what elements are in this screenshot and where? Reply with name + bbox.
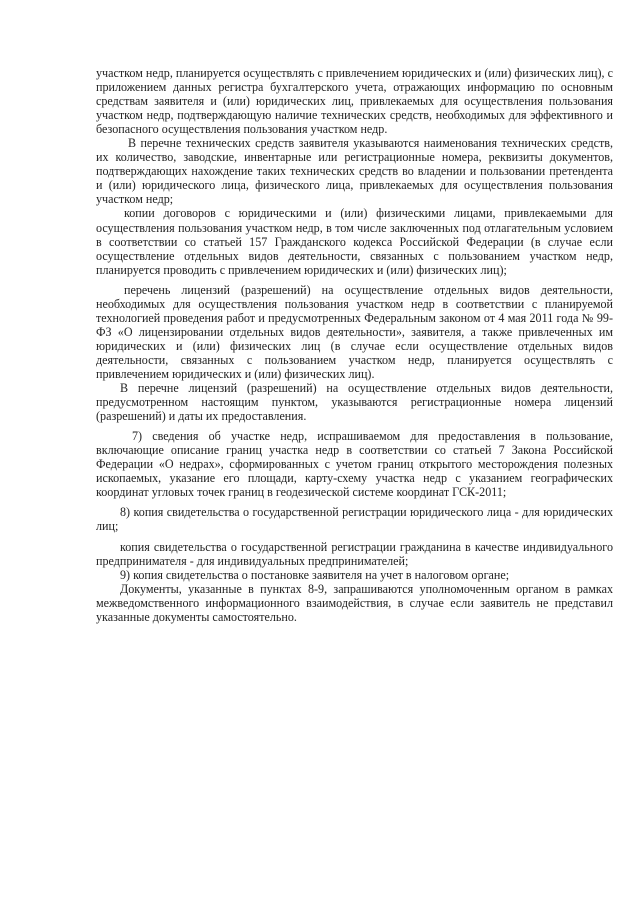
document-page [96, 66, 613, 624]
paragraph-license-list-details: В перечне лицензий (разрешений) на осуществление отдельных видов деятельности, предусмотренном настоящим пунктом, указываются регистрационные номера лицензий (разрешений) и даты их предоставления. [96, 381, 613, 424]
paragraph-license-list: перечень лицензий (разрешений) на осуществление отдельных видов деятельности, необходимых для осуществления пользования участком недр в соответствии с планируемой технологией проведения работ и предусмотренных Федеральным законом от 4 мая 2011 года № 99-ФЗ «О лицензировании отдельных видов деятельности», заявителя, а также привлеченных им юридических и (или) физических лиц (в случае если осуществление отдельных видов деятельности, связанных с пользованием участком недр, планируется осуществлять с привлечением юридических и (или) физических лиц). [96, 282, 613, 381]
paragraph-item-7-subsoil-info: 7) сведения об участке недр, испрашиваемом для предоставления в пользование, включающие описание границ участка недр в соответствии со статьей 7 Закона Российской Федерации «О недрах», сформированных с учетом границ открытого месторождения полезных ископаемых, указание его площади, карту-схему участка недр с указанием географических координат угловых точек границ в геодезической системе координат ГСК-2011; [96, 429, 613, 500]
paragraph-contract-copies: копии договоров с юридическими и (или) физическими лицами, привлекаемыми для осуществления пользования участком недр, в том числе заключенных под отлагательным условием в соответствии со статьей 157 Гражданского кодекса Российской Федерации (в случае если осуществление отдельных видов деятельности, связанных с пользованием участком недр, планируется проводить с привлечением юридических и (или) физических лиц); [96, 206, 613, 277]
paragraph-item-8-legal-entity-certificate: 8) копия свидетельства о государственной регистрации юридического лица - для юридических лиц; [96, 505, 613, 534]
paragraph-interagency-request: Документы, указанные в пунктах 8-9, запрашиваются уполномоченным органом в рамках межведомственного информационного взаимодействия, в случае если заявитель не представил указанные документы самостоятельно. [96, 581, 613, 624]
paragraph-technical-means-continuation: участком недр, планируется осуществлять с привлечением юридических и (или) физических лиц), с приложением данных регистра бухгалтерского учета, отражающих информацию по основным средствам заявителя и (или) юридических лиц, привлекаемых для осуществления пользования участком недр, подтверждающую наличие технических средств, необходимых для эффективного и безопасного осуществления пользования участком недр. [96, 66, 613, 137]
paragraph-entrepreneur-certificate: копия свидетельства о государственной регистрации гражданина в качестве индивидуального предпринимателя - для индивидуальных предпринимателей; [96, 539, 613, 568]
paragraph-technical-means-list: В перечне технических средств заявителя указываются наименования технических средств, их количество, заводские, инвентарные или регистрационные номера, реквизиты документов, подтверждающих нахождение таких технических средств во владении и пользовании претендента и (или) юридического лица, физического лица, привлекаемых для осуществления пользования участком недр; [96, 136, 613, 207]
paragraph-item-9-tax-registration: 9) копия свидетельства о постановке заявителя на учет в налоговом органе; [120, 567, 510, 582]
